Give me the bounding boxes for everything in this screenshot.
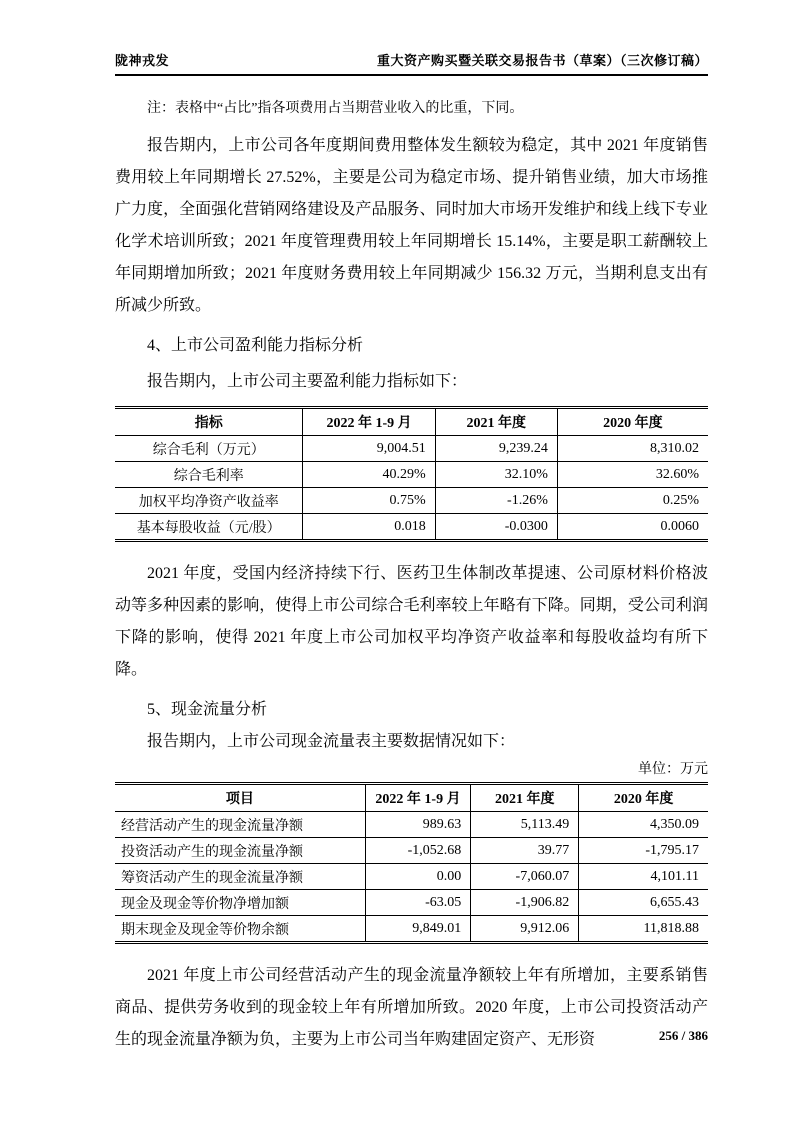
row-label-cell: 基本每股收益（元/股）	[115, 514, 303, 541]
row-label-cell: 筹资活动产生的现金流量净额	[115, 864, 365, 890]
column-header: 项目	[115, 784, 365, 812]
row-label-cell: 现金及现金等价物净增加额	[115, 890, 365, 916]
table-row	[115, 864, 708, 890]
value-cell: -1,795.17	[579, 838, 708, 864]
value-cell: 6,655.43	[579, 890, 708, 916]
profitability-indicators-table	[115, 406, 708, 542]
value-cell: 0.018	[303, 514, 435, 541]
value-cell: 989.63	[365, 812, 471, 838]
value-cell: -63.05	[365, 890, 471, 916]
value-cell: 9,849.01	[365, 916, 471, 943]
section-heading-profitability: 4、上市公司盈利能力指标分析	[147, 337, 364, 354]
profitability-intro-text: 报告期内，上市公司主要盈利能力指标如下：	[147, 373, 468, 390]
column-header: 2020 年度	[557, 408, 708, 436]
row-label-cell: 综合毛利（万元）	[115, 436, 303, 462]
value-cell: -1.26%	[435, 488, 557, 514]
expense-analysis-paragraph: 报告期内，上市公司各年度期间费用整体发生额较为稳定，其中 2021 年度销售费用较上年同期增长 27.52%，主要是公司为稳定市场、提升销售业绩，加大市场推广力度，全面强化营销网络建设及产品服务、同时加大市场开发维护和线上线下专业化学术培训所致；2021 年度管理费用较上年同期增长 15.14%，主要是职工薪酬较上年同期增加所致；2021 年度财务费用较上年同期减少 156.32 万元，当期利息支出有所减少所致。	[115, 137, 708, 314]
value-cell: 11,818.88	[579, 916, 708, 943]
column-header: 2021 年度	[471, 784, 579, 812]
page-footer	[115, 1028, 708, 1044]
value-cell: 9,239.24	[435, 436, 557, 462]
value-cell: 0.25%	[557, 488, 708, 514]
value-cell: 9,004.51	[303, 436, 435, 462]
table-row	[115, 488, 708, 514]
column-header: 2020 年度	[579, 784, 708, 812]
header-document-title: 重大资产购买暨关联交易报告书（草案）（三次修订稿）	[376, 53, 708, 68]
table-row	[115, 514, 708, 541]
value-cell: -1,052.68	[365, 838, 471, 864]
table-header-row	[115, 408, 708, 436]
value-cell: 8,310.02	[557, 436, 708, 462]
column-header: 2022 年 1-9 月	[303, 408, 435, 436]
page-header	[115, 50, 708, 76]
row-label-cell: 投资活动产生的现金流量净额	[115, 838, 365, 864]
value-cell: 5,113.49	[471, 812, 579, 838]
value-cell: -0.0300	[435, 514, 557, 541]
cashflow-statement-table	[115, 782, 708, 944]
page-number: 256 / 386	[658, 1028, 708, 1043]
value-cell: 32.10%	[435, 462, 557, 488]
page-content	[115, 88, 708, 1056]
row-label-cell: 期末现金及现金等价物余额	[115, 916, 365, 943]
column-header: 指标	[115, 408, 303, 436]
table-row	[115, 462, 708, 488]
table-row	[115, 916, 708, 943]
value-cell: 32.60%	[557, 462, 708, 488]
value-cell: -1,906.82	[471, 890, 579, 916]
table-header-row	[115, 784, 708, 812]
header-company-name: 陇神戎发	[115, 53, 170, 68]
table-row	[115, 812, 708, 838]
value-cell: 0.75%	[303, 488, 435, 514]
table-row	[115, 436, 708, 462]
value-cell: 40.29%	[303, 462, 435, 488]
row-label-cell: 加权平均净资产收益率	[115, 488, 303, 514]
value-cell: 0.0060	[557, 514, 708, 541]
table-row	[115, 890, 708, 916]
profitability-analysis-paragraph: 2021 年度，受国内经济持续下行、医药卫生体制改革提速、公司原材料价格波动等多种因素的影响，使得上市公司综合毛利率较上年略有下降。同期，受公司利润下降的影响，使得 2021 年度上市公司加权平均净资产收益率和每股收益均有所下降。	[115, 565, 708, 678]
value-cell: -7,060.07	[471, 864, 579, 890]
value-cell: 39.77	[471, 838, 579, 864]
value-cell: 0.00	[365, 864, 471, 890]
section-heading-cashflow: 5、现金流量分析	[147, 701, 268, 718]
unit-label: 单位：万元	[638, 762, 708, 777]
row-label-cell: 经营活动产生的现金流量净额	[115, 812, 365, 838]
value-cell: 4,350.09	[579, 812, 708, 838]
table-row	[115, 838, 708, 864]
column-header: 2022 年 1-9 月	[365, 784, 471, 812]
value-cell: 9,912.06	[471, 916, 579, 943]
table-note-text: 注：表格中“占比”指各项费用占当期营业收入的比重，下同。	[147, 101, 524, 116]
row-label-cell: 综合毛利率	[115, 462, 303, 488]
cashflow-analysis-paragraph: 2021 年度上市公司经营活动产生的现金流量净额较上年有所增加，主要系销售商品、提供劳务收到的现金较上年有所增加所致。2020 年度，上市公司投资活动产生的现金流量净额为负，主要为上市公司当年购建固定资产、无形资	[115, 967, 708, 1048]
cashflow-intro-text: 报告期内，上市公司现金流量表主要数据情况如下：	[147, 733, 516, 750]
value-cell: 4,101.11	[579, 864, 708, 890]
column-header: 2021 年度	[435, 408, 557, 436]
